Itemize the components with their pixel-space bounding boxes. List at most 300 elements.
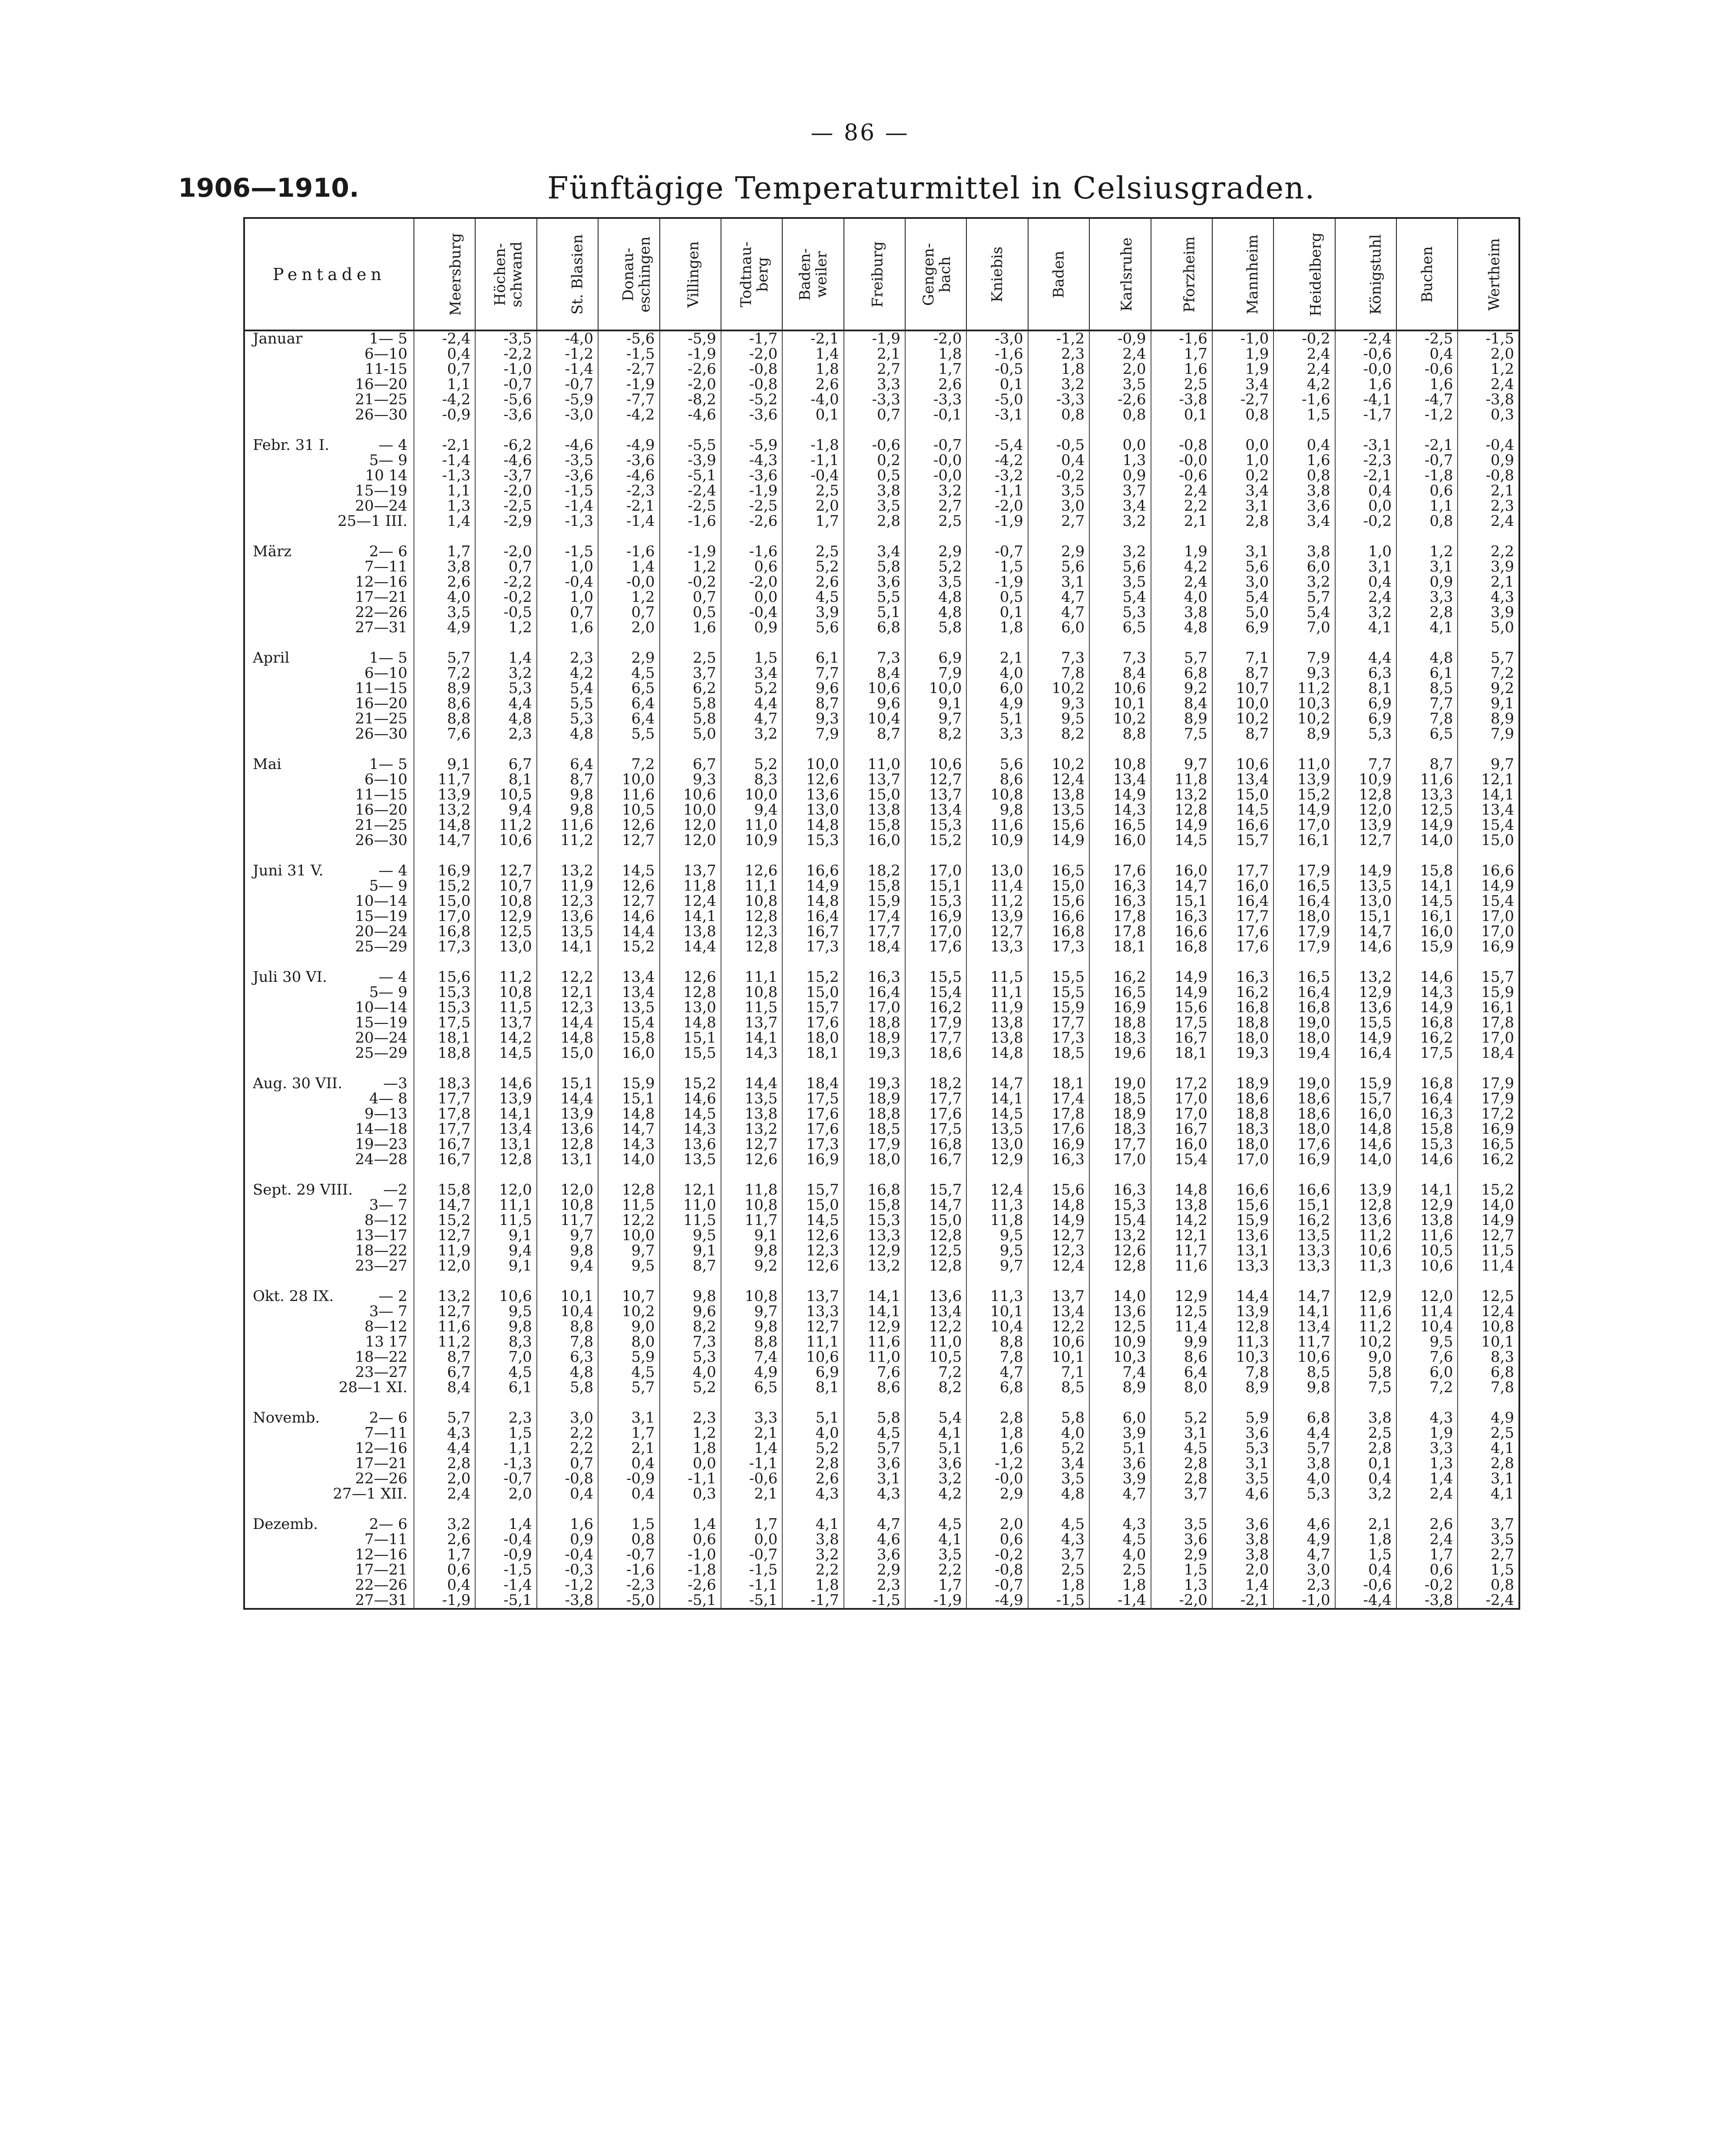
- temperature-cell: 2,1: [721, 1426, 782, 1441]
- table-title: Fünftägige Temperaturmittel in Celsiusgraden.: [547, 170, 1316, 206]
- temperature-cell: 16,5: [1089, 985, 1151, 1000]
- temperature-cell: -1,5: [1458, 330, 1519, 347]
- temperature-cell: 13,5: [598, 1000, 659, 1015]
- temperature-cell: 3,6: [1089, 1456, 1151, 1471]
- table-row: [244, 330, 1519, 347]
- temperature-cell: 1,5: [1273, 407, 1335, 423]
- pentade-label: [244, 1456, 414, 1471]
- temperature-cell: -3,2: [966, 468, 1028, 483]
- temperature-cell: 15,5: [660, 1046, 721, 1061]
- spacer-cell: [1273, 1502, 1335, 1517]
- temperature-cell: 17,5: [414, 1015, 475, 1030]
- temperature-cell: -1,1: [782, 453, 843, 468]
- temperature-cell: 11,1: [782, 1334, 843, 1350]
- spacer-cell: [1151, 635, 1212, 650]
- spacer-cell: [1151, 954, 1212, 970]
- temperature-cell: -2,0: [905, 330, 966, 347]
- temperature-cell: 7,2: [905, 1365, 966, 1380]
- temperature-cell: -1,4: [598, 514, 659, 529]
- temperature-cell: 13,3: [782, 1304, 843, 1319]
- temperature-cell: 17,0: [1212, 1152, 1273, 1167]
- spacer-cell: [1335, 529, 1396, 544]
- temperature-cell: 6,7: [475, 757, 536, 772]
- temperature-cell: 2,6: [414, 574, 475, 590]
- temperature-cell: 18,1: [414, 1030, 475, 1046]
- temperature-cell: 10,4: [1396, 1319, 1458, 1334]
- spacer-cell: [1089, 1502, 1151, 1517]
- spacer-cell: [1273, 1395, 1335, 1410]
- spacer-cell: [537, 848, 598, 863]
- temperature-cell: 12,5: [475, 924, 536, 939]
- spacer-cell: [244, 635, 414, 650]
- temperature-cell: 17,2: [1151, 1076, 1212, 1091]
- temperature-cell: 5,7: [414, 650, 475, 666]
- temperature-cell: 14,4: [537, 1015, 598, 1030]
- temperature-cell: 3,1: [1212, 499, 1273, 514]
- spacer-cell: [1273, 1274, 1335, 1289]
- temperature-cell: 1,8: [905, 347, 966, 362]
- spacer-cell: [475, 1167, 536, 1182]
- temperature-cell: 17,7: [905, 1091, 966, 1106]
- temperature-cell: 9,0: [598, 1319, 659, 1334]
- spacer-cell: [905, 1061, 966, 1076]
- pentade-label: [244, 909, 414, 924]
- temperature-cell: 16,7: [414, 1152, 475, 1167]
- temperature-cell: 12,7: [782, 1319, 843, 1334]
- temperature-cell: 11,1: [721, 970, 782, 985]
- temperature-cell: 16,3: [1396, 1106, 1458, 1122]
- temperature-cell: 0,4: [414, 1578, 475, 1593]
- temperature-cell: 16,3: [1089, 878, 1151, 894]
- table-row: [244, 833, 1519, 848]
- pentade-range: 10 14: [365, 468, 408, 483]
- temperature-cell: 4,4: [1273, 1426, 1335, 1441]
- temperature-cell: 12,6: [721, 863, 782, 878]
- spacer-cell: [1028, 1395, 1089, 1410]
- temperature-cell: 1,8: [782, 1578, 843, 1593]
- pentade-range: 10—14: [355, 1000, 408, 1015]
- temperature-cell: 17,7: [1089, 1137, 1151, 1152]
- temperature-cell: 1,5: [1458, 1562, 1519, 1578]
- temperature-cell: 12,1: [537, 985, 598, 1000]
- temperature-cell: 18,8: [1212, 1015, 1273, 1030]
- temperature-cell: -4,7: [1396, 392, 1458, 407]
- temperature-cell: 12,3: [721, 924, 782, 939]
- temperature-cell: 16,4: [1396, 1091, 1458, 1106]
- temperature-cell: 14,1: [966, 1091, 1028, 1106]
- pentade-label: [244, 499, 414, 514]
- temperature-cell: 12,6: [598, 878, 659, 894]
- table-row: [244, 1410, 1519, 1426]
- temperature-cell: 9,2: [721, 1258, 782, 1274]
- temperature-cell: 1,3: [1089, 453, 1151, 468]
- temperature-cell: 18,8: [1089, 1015, 1151, 1030]
- temperature-cell: 17,8: [414, 1106, 475, 1122]
- temperature-cell: 3,8: [1273, 483, 1335, 499]
- temperature-cell: 10,3: [1273, 696, 1335, 711]
- pentade-range: 22—26: [355, 1471, 408, 1486]
- temperature-cell: 8,9: [414, 681, 475, 696]
- temperature-cell: 1,0: [537, 559, 598, 574]
- temperature-cell: -0,6: [1396, 362, 1458, 377]
- pentade-range: 28—1 XI.: [338, 1380, 408, 1395]
- temperature-cell: 16,8: [1396, 1015, 1458, 1030]
- temperature-cell: 9,2: [1151, 681, 1212, 696]
- temperature-cell: 16,6: [1273, 1182, 1335, 1198]
- temperature-cell: 13,4: [1028, 1304, 1089, 1319]
- spacer-cell: [905, 529, 966, 544]
- pentade-label: [244, 666, 414, 681]
- spacer-cell: [475, 1502, 536, 1517]
- temperature-cell: 13,3: [966, 939, 1028, 954]
- group-spacer: [244, 529, 1519, 544]
- temperature-cell: 15,3: [414, 1000, 475, 1015]
- temperature-cell: 16,8: [844, 1182, 905, 1198]
- temperature-cell: -1,6: [721, 544, 782, 559]
- temperature-cell: 9,7: [1151, 757, 1212, 772]
- temperature-cell: 12,7: [1458, 1228, 1519, 1243]
- temperature-cell: 14,6: [1335, 1137, 1396, 1152]
- temperature-cell: 13,4: [1458, 802, 1519, 818]
- temperature-cell: 5,7: [598, 1380, 659, 1395]
- spacer-cell: [1212, 1395, 1273, 1410]
- spacer-cell: [1089, 742, 1151, 757]
- table-row: [244, 1076, 1519, 1091]
- temperature-cell: 2,4: [1458, 514, 1519, 529]
- temperature-cell: 3,8: [1151, 605, 1212, 620]
- temperature-cell: 9,5: [598, 1258, 659, 1274]
- spacer-cell: [244, 1395, 414, 1410]
- temperature-cell: 15,6: [414, 970, 475, 985]
- table-row: [244, 1304, 1519, 1319]
- temperature-cell: 1,9: [1212, 362, 1273, 377]
- temperature-cell: 0,2: [844, 453, 905, 468]
- temperature-cell: 12,7: [1028, 1228, 1089, 1243]
- temperature-cell: 2,3: [475, 1410, 536, 1426]
- temperature-cell: 3,8: [1212, 1547, 1273, 1562]
- temperature-cell: 13,5: [721, 1091, 782, 1106]
- temperature-cell: 9,1: [414, 757, 475, 772]
- temperature-cell: 5,0: [1212, 605, 1273, 620]
- temperature-cell: 7,9: [1458, 726, 1519, 742]
- temperature-cell: 2,2: [1151, 499, 1212, 514]
- temperature-cell: 12,3: [537, 1000, 598, 1015]
- spacer-cell: [475, 529, 536, 544]
- pentade-label: [244, 483, 414, 499]
- spacer-cell: [1212, 635, 1273, 650]
- temperature-cell: 8,4: [1151, 696, 1212, 711]
- temperature-cell: 7,9: [905, 666, 966, 681]
- temperature-cell: 14,7: [598, 1122, 659, 1137]
- temperature-cell: 3,2: [475, 666, 536, 681]
- temperature-cell: 14,2: [1151, 1213, 1212, 1228]
- temperature-cell: 18,8: [1212, 1106, 1273, 1122]
- spacer-cell: [660, 529, 721, 544]
- spacer-cell: [598, 742, 659, 757]
- temperature-cell: -5,1: [660, 468, 721, 483]
- table-row: [244, 1243, 1519, 1258]
- temperature-cell: 2,2: [782, 1562, 843, 1578]
- temperature-cell: 12,0: [1396, 1289, 1458, 1304]
- temperature-cell: 15,3: [1396, 1137, 1458, 1152]
- temperature-cell: -1,4: [537, 499, 598, 514]
- temperature-cell: -2,9: [475, 514, 536, 529]
- temperature-cell: 3,6: [1273, 499, 1335, 514]
- pentade-label: [244, 1532, 414, 1547]
- spacer-cell: [1458, 1061, 1519, 1076]
- temperature-cell: 7,3: [660, 1334, 721, 1350]
- temperature-cell: 14,8: [1151, 1182, 1212, 1198]
- temperature-cell: 2,8: [1458, 1456, 1519, 1471]
- pentade-label: [244, 1441, 414, 1456]
- temperature-cell: 13,1: [475, 1137, 536, 1152]
- temperature-cell: 15,0: [782, 985, 843, 1000]
- spacer-cell: [844, 954, 905, 970]
- temperature-cell: 4,3: [1089, 1517, 1151, 1532]
- group-spacer: [244, 1502, 1519, 1517]
- temperature-cell: 8,0: [1151, 1380, 1212, 1395]
- pentade-range: 22—26: [355, 605, 408, 620]
- temperature-cell: -3,5: [537, 453, 598, 468]
- temperature-cell: 2,4: [1273, 347, 1335, 362]
- temperature-cell: 0,6: [1396, 483, 1458, 499]
- spacer-cell: [660, 1395, 721, 1410]
- spacer-cell: [1028, 1061, 1089, 1076]
- pentade-range: 12—16: [355, 574, 408, 590]
- temperature-cell: 6,8: [844, 620, 905, 635]
- temperature-cell: 13,4: [598, 985, 659, 1000]
- temperature-cell: -0,8: [1151, 438, 1212, 453]
- temperature-cell: -4,6: [537, 438, 598, 453]
- temperature-cell: 11,8: [721, 1182, 782, 1198]
- temperature-cell: 4,1: [905, 1426, 966, 1441]
- temperature-cell: 2,0: [598, 620, 659, 635]
- temperature-cell: 17,5: [782, 1091, 843, 1106]
- temperature-cell: 3,5: [414, 605, 475, 620]
- temperature-cell: -1,9: [966, 514, 1028, 529]
- table-row: [244, 666, 1519, 681]
- temperature-cell: 11,1: [966, 985, 1028, 1000]
- temperature-cell: 0,4: [1335, 574, 1396, 590]
- spacer-cell: [537, 742, 598, 757]
- temperature-cell: 9,4: [721, 802, 782, 818]
- temperature-cell: 7,8: [537, 1334, 598, 1350]
- temperature-cell: 5,8: [1028, 1410, 1089, 1426]
- pentade-label: [244, 924, 414, 939]
- temperature-cell: 10,4: [537, 1304, 598, 1319]
- temperature-cell: 1,3: [414, 499, 475, 514]
- table-row: [244, 574, 1519, 590]
- temperature-cell: 3,5: [905, 1547, 966, 1562]
- spacer-cell: [1028, 1274, 1089, 1289]
- pentade-range: 26—30: [355, 407, 408, 423]
- temperature-cell: 15,8: [844, 878, 905, 894]
- table-row: [244, 1517, 1519, 1532]
- temperature-cell: 14,6: [1396, 970, 1458, 985]
- spacer-cell: [782, 1274, 843, 1289]
- temperature-cell: 11,5: [966, 970, 1028, 985]
- temperature-cell: 7,8: [1028, 666, 1089, 681]
- temperature-cell: 16,7: [1151, 1030, 1212, 1046]
- station-header: [414, 218, 475, 330]
- temperature-cell: 3,3: [721, 1410, 782, 1426]
- temperature-cell: 0,4: [598, 1456, 659, 1471]
- temperature-cell: 14,8: [1028, 1198, 1089, 1213]
- temperature-cell: 13,6: [1089, 1304, 1151, 1319]
- temperature-cell: 17,0: [1151, 1106, 1212, 1122]
- temperature-cell: -0,5: [475, 605, 536, 620]
- pentade-label: [244, 438, 414, 453]
- temperature-cell: 15,5: [905, 970, 966, 985]
- temperature-cell: 19,0: [1273, 1015, 1335, 1030]
- spacer-cell: [721, 1167, 782, 1182]
- temperature-cell: 7,8: [966, 1350, 1028, 1365]
- temperature-cell: -2,0: [660, 377, 721, 392]
- temperature-cell: 1,3: [1396, 1456, 1458, 1471]
- temperature-cell: 14,3: [1089, 802, 1151, 818]
- pentade-label: [244, 1213, 414, 1228]
- temperature-cell: 16,9: [414, 863, 475, 878]
- temperature-cell: 16,0: [1151, 1137, 1212, 1152]
- temperature-cell: 3,9: [1089, 1471, 1151, 1486]
- temperature-cell: 5,7: [1458, 650, 1519, 666]
- pentade-label: [244, 362, 414, 377]
- temperature-cell: 4,8: [1396, 650, 1458, 666]
- temperature-cell: 0,5: [966, 590, 1028, 605]
- temperature-cell: 17,6: [782, 1015, 843, 1030]
- temperature-cell: -5,1: [660, 1593, 721, 1609]
- temperature-cell: 13,5: [1028, 802, 1089, 818]
- table-row: [244, 1198, 1519, 1213]
- temperature-cell: 13,4: [1273, 1319, 1335, 1334]
- temperature-cell: 14,5: [598, 863, 659, 878]
- temperature-cell: -3,7: [475, 468, 536, 483]
- temperature-cell: 12,9: [1335, 985, 1396, 1000]
- temperature-cell: -1,4: [537, 362, 598, 377]
- temperature-cell: 10,0: [721, 787, 782, 802]
- spacer-cell: [905, 742, 966, 757]
- temperature-cell: 3,7: [1028, 1547, 1089, 1562]
- temperature-cell: 13,6: [1335, 1213, 1396, 1228]
- spacer-cell: [782, 529, 843, 544]
- temperature-cell: 3,7: [1089, 483, 1151, 499]
- temperature-cell: 17,0: [414, 909, 475, 924]
- spacer-cell: [844, 742, 905, 757]
- temperature-cell: 1,2: [660, 559, 721, 574]
- temperature-cell: 16,8: [1151, 939, 1212, 954]
- temperature-cell: 14,7: [1335, 924, 1396, 939]
- month-name: Febr. 31 I.: [253, 438, 330, 453]
- station-header: [1028, 218, 1089, 330]
- temperature-cell: 0,0: [1335, 499, 1396, 514]
- temperature-cell: -5,6: [475, 392, 536, 407]
- spacer-cell: [475, 1395, 536, 1410]
- pentade-label: [244, 347, 414, 362]
- spacer-cell: [1335, 1274, 1396, 1289]
- temperature-cell: 15,8: [598, 1030, 659, 1046]
- temperature-cell: 12,3: [537, 894, 598, 909]
- temperature-cell: 16,3: [844, 970, 905, 985]
- temperature-cell: 4,1: [782, 1517, 843, 1532]
- temperature-cell: 12,9: [1151, 1289, 1212, 1304]
- temperature-cell: 5,6: [782, 620, 843, 635]
- temperature-cell: 14,1: [660, 909, 721, 924]
- temperature-cell: 12,8: [660, 985, 721, 1000]
- temperature-cell: 0,1: [1151, 407, 1212, 423]
- temperature-cell: 3,5: [1212, 1471, 1273, 1486]
- temperature-cell: 3,5: [1028, 483, 1089, 499]
- temperature-cell: 12,5: [1089, 1319, 1151, 1334]
- temperature-cell: 17,7: [414, 1091, 475, 1106]
- temperature-cell: -0,8: [721, 377, 782, 392]
- temperature-cell: 7,3: [844, 650, 905, 666]
- temperature-cell: 13,2: [414, 1289, 475, 1304]
- month-name: Dezemb.: [253, 1517, 318, 1532]
- temperature-cell: 16,9: [905, 909, 966, 924]
- station-name: Höchen- schwand: [492, 241, 526, 307]
- temperature-cell: 13,4: [475, 1122, 536, 1137]
- temperature-cell: 2,4: [1151, 483, 1212, 499]
- temperature-cell: 5,9: [598, 1350, 659, 1365]
- temperature-cell: 5,6: [966, 757, 1028, 772]
- temperature-cell: 17,7: [905, 1030, 966, 1046]
- pentade-range: — 2: [378, 1289, 408, 1304]
- temperature-cell: 3,9: [1458, 559, 1519, 574]
- temperature-cell: 5,3: [660, 1350, 721, 1365]
- temperature-cell: 4,3: [1028, 1532, 1089, 1547]
- temperature-cell: 11,5: [598, 1198, 659, 1213]
- temperature-cell: 10,6: [1089, 681, 1151, 696]
- temperature-cell: 1,3: [1151, 1578, 1212, 1593]
- spacer-cell: [1151, 1274, 1212, 1289]
- pentade-range: 17—21: [355, 1562, 408, 1578]
- spacer-cell: [598, 635, 659, 650]
- temperature-cell: -7,7: [598, 392, 659, 407]
- temperature-cell: 4,9: [1273, 1532, 1335, 1547]
- temperature-cell: 0,8: [1089, 407, 1151, 423]
- temperature-cell: 10,8: [1458, 1319, 1519, 1334]
- temperature-cell: 4,8: [905, 590, 966, 605]
- temperature-cell: 19,6: [1089, 1046, 1151, 1061]
- temperature-cell: 8,3: [475, 1334, 536, 1350]
- temperature-cell: 9,1: [905, 696, 966, 711]
- temperature-cell: 0,1: [966, 377, 1028, 392]
- temperature-cell: -2,4: [1335, 330, 1396, 347]
- temperature-cell: 10,0: [660, 802, 721, 818]
- temperature-cell: 14,4: [660, 939, 721, 954]
- temperature-cell: 3,0: [1273, 1562, 1335, 1578]
- temperature-cell: -0,9: [475, 1547, 536, 1562]
- temperature-cell: 17,3: [782, 1137, 843, 1152]
- temperature-cell: 5,8: [660, 696, 721, 711]
- spacer-cell: [1335, 1395, 1396, 1410]
- temperature-cell: -1,9: [660, 347, 721, 362]
- temperature-cell: 10,9: [1089, 1334, 1151, 1350]
- pentade-label: [244, 833, 414, 848]
- pentade-label: [244, 1410, 414, 1426]
- temperature-cell: 14,0: [1396, 833, 1458, 848]
- temperature-cell: 3,1: [1212, 544, 1273, 559]
- temperature-cell: 13,6: [782, 787, 843, 802]
- temperature-cell: 3,5: [844, 499, 905, 514]
- temperature-cell: 15,9: [844, 894, 905, 909]
- spacer-cell: [1089, 1167, 1151, 1182]
- pentade-range: 1— 5: [369, 330, 408, 347]
- temperature-cell: -1,6: [598, 544, 659, 559]
- temperature-cell: -0,8: [537, 1471, 598, 1486]
- spacer-cell: [782, 1395, 843, 1410]
- temperature-cell: 11,0: [721, 818, 782, 833]
